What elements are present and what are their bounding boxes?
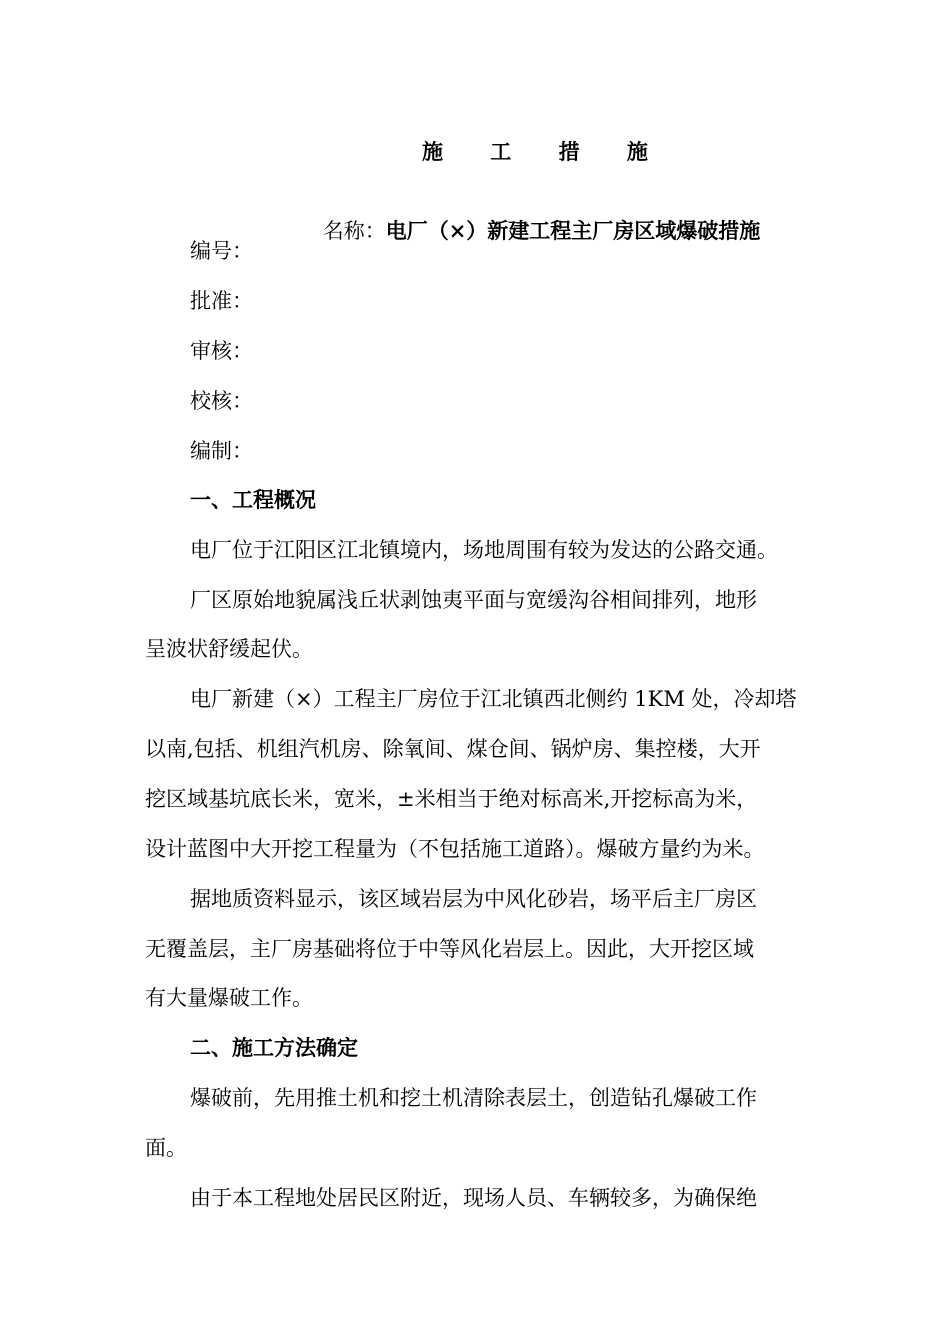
section1-line: 设计蓝图中大开挖工程量为（不包括施工道路）。爆破方量约为米。 (145, 837, 765, 861)
field-review: 审核： (190, 339, 253, 363)
section1-line: 以南,包括、机组汽机房、除氧间、煤仓间、锅炉房、集控楼，大开 (145, 737, 761, 761)
field-compile: 编制： (190, 439, 253, 463)
section1-line: 据地质资料显示，该区域岩层为中风化砂岩，场平后主厂房区 (190, 887, 757, 911)
name-value: 电厂（×）新建工程主厂房区域爆破措施 (385, 218, 761, 243)
field-check: 校核： (190, 389, 253, 413)
section1-heading: 一、工程概况 (190, 487, 316, 512)
field-number: 编号： (190, 239, 253, 263)
section1-line: 无覆盖层，主厂房基础将位于中等风化岩层上。因此，大开挖区域 (145, 937, 754, 961)
field-approve: 批准： (190, 289, 253, 313)
section1-line: 挖区域基坑底长米，宽米，±米相当于绝对标高米,开挖标高为米， (145, 787, 758, 811)
section2-heading: 二、施工方法确定 (190, 1035, 358, 1060)
section2-line: 面。 (145, 1136, 187, 1160)
document-title: 施 工 措 施 (422, 139, 668, 164)
section2-line: 由于本工程地处居民区附近，现场人员、车辆较多，为确保绝 (190, 1186, 757, 1210)
section1-line: 呈波状舒缓起伏。 (145, 637, 313, 661)
section1-line: 有大量爆破工作。 (145, 986, 313, 1010)
section1-line: 电厂新建（×）工程主厂房位于江北镇西北侧约 1KM 处，冷却塔 (190, 687, 797, 711)
section1-line: 厂区原始地貌属浅丘状剥蚀夷平面与宽缓沟谷相间排列，地形 (190, 588, 757, 612)
section1-line: 电厂位于江阳区江北镇境内，场地周围有较为发达的公路交通。 (190, 538, 778, 562)
name-label: 名称： (322, 219, 386, 243)
document-name-row (296, 186, 760, 276)
section2-line: 爆破前，先用推土机和挖土机清除表层土，创造钻孔爆破工作 (190, 1086, 757, 1110)
